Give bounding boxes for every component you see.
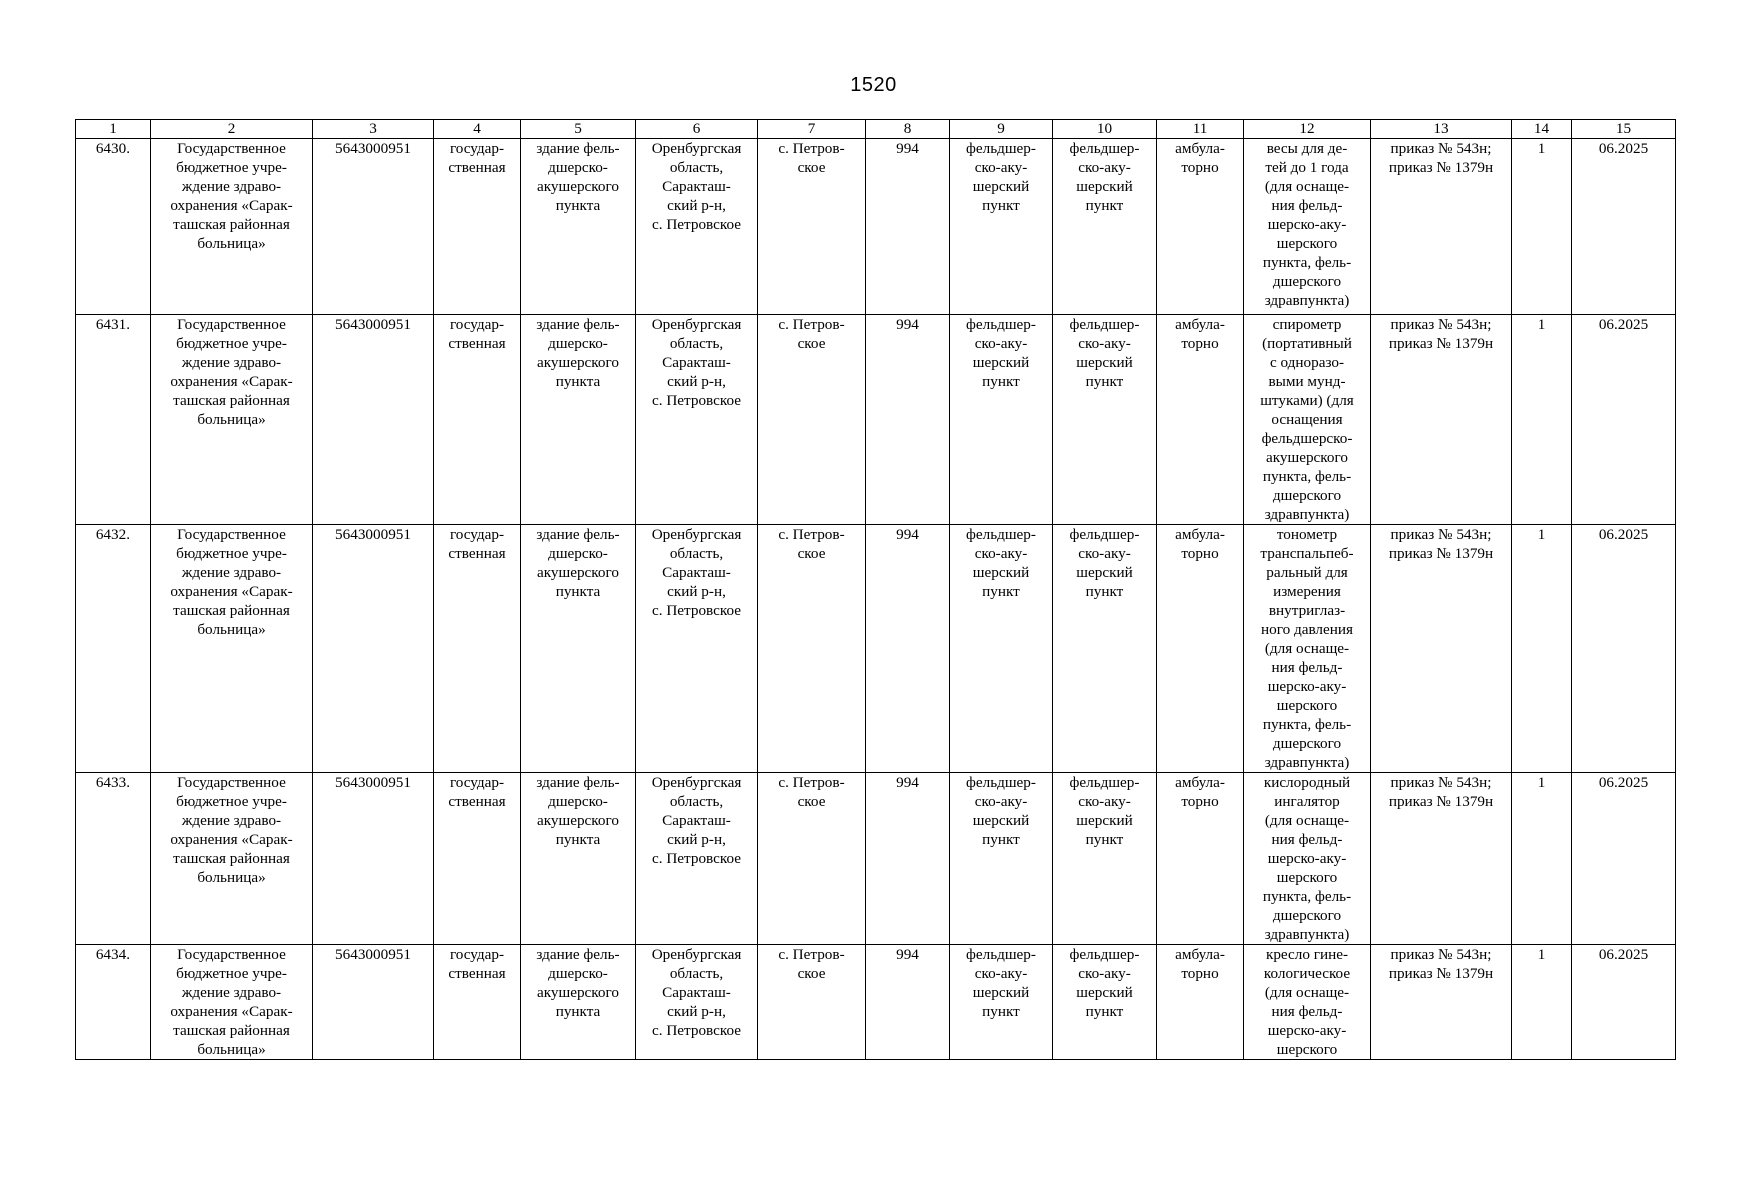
cell-building: здание фель- дшерско- акушерского пункта bbox=[521, 773, 636, 945]
cell-quantity: 1 bbox=[1512, 525, 1572, 773]
cell-inn: 5643000951 bbox=[313, 139, 434, 315]
cell-inn: 5643000951 bbox=[313, 315, 434, 525]
cell-unit-name: фельдшер- ско-аку- шерский пункт bbox=[1053, 945, 1157, 1060]
registry-table bbox=[75, 119, 1676, 1060]
cell-building: здание фель- дшерско- акушерского пункта bbox=[521, 315, 636, 525]
cell-unit-type: фельдшер- ско-аку- шерский пункт bbox=[950, 945, 1053, 1060]
cell-address: Оренбургская область, Саракташ- ский р-н, с. Петровское bbox=[636, 945, 758, 1060]
table-row bbox=[76, 773, 1676, 945]
cell-organization: Государственное бюджетное учре- ждение здраво- охранения «Сарак- ташская районная больница» bbox=[151, 945, 313, 1060]
cell-date: 06.2025 bbox=[1572, 945, 1676, 1060]
column-header-5: 5 bbox=[521, 120, 636, 139]
cell-equipment: тонометр транспальпеб- ральный для измерения внутриглаз- ного давления (для оснаще- ния фельд- шерско-аку- шерского пункта, фель- дшерского здравпункта) bbox=[1244, 525, 1371, 773]
cell-quantity: 1 bbox=[1512, 773, 1572, 945]
cell-ownership: государ- ственная bbox=[434, 773, 521, 945]
cell-record-number: 6432. bbox=[76, 525, 151, 773]
cell-unit-type: фельдшер- ско-аку- шерский пункт bbox=[950, 525, 1053, 773]
cell-organization: Государственное бюджетное учре- ждение здраво- охранения «Сарак- ташская районная больница» bbox=[151, 315, 313, 525]
cell-population: 994 bbox=[866, 139, 950, 315]
cell-unit-name: фельдшер- ско-аку- шерский пункт bbox=[1053, 773, 1157, 945]
column-header-7: 7 bbox=[758, 120, 866, 139]
column-header-15: 15 bbox=[1572, 120, 1676, 139]
cell-organization: Государственное бюджетное учре- ждение здраво- охранения «Сарак- ташская районная больница» bbox=[151, 139, 313, 315]
cell-population: 994 bbox=[866, 773, 950, 945]
cell-unit-name: фельдшер- ско-аку- шерский пункт bbox=[1053, 315, 1157, 525]
cell-organization: Государственное бюджетное учре- ждение здраво- охранения «Сарак- ташская районная больница» bbox=[151, 525, 313, 773]
cell-settlement: с. Петров- ское bbox=[758, 945, 866, 1060]
cell-inn: 5643000951 bbox=[313, 945, 434, 1060]
cell-population: 994 bbox=[866, 945, 950, 1060]
column-header-14: 14 bbox=[1512, 120, 1572, 139]
cell-care-condition: амбула- торно bbox=[1157, 315, 1244, 525]
cell-organization: Государственное бюджетное учре- ждение здраво- охранения «Сарак- ташская районная больница» bbox=[151, 773, 313, 945]
cell-building: здание фель- дшерско- акушерского пункта bbox=[521, 525, 636, 773]
cell-order: приказ № 543н; приказ № 1379н bbox=[1371, 773, 1512, 945]
cell-care-condition: амбула- торно bbox=[1157, 525, 1244, 773]
cell-order: приказ № 543н; приказ № 1379н bbox=[1371, 315, 1512, 525]
cell-population: 994 bbox=[866, 315, 950, 525]
cell-date: 06.2025 bbox=[1572, 773, 1676, 945]
cell-settlement: с. Петров- ское bbox=[758, 315, 866, 525]
cell-quantity: 1 bbox=[1512, 315, 1572, 525]
cell-equipment: кислородный ингалятор (для оснаще- ния фельд- шерско-аку- шерского пункта, фель- дшерского здравпункта) bbox=[1244, 773, 1371, 945]
cell-address: Оренбургская область, Саракташ- ский р-н, с. Петровское bbox=[636, 525, 758, 773]
cell-record-number: 6430. bbox=[76, 139, 151, 315]
cell-address: Оренбургская область, Саракташ- ский р-н, с. Петровское bbox=[636, 315, 758, 525]
column-header-8: 8 bbox=[866, 120, 950, 139]
column-header-1: 1 bbox=[76, 120, 151, 139]
column-header-11: 11 bbox=[1157, 120, 1244, 139]
cell-ownership: государ- ственная bbox=[434, 525, 521, 773]
cell-equipment: весы для де- тей до 1 года (для оснаще- ния фельд- шерско-аку- шерского пункта, фель- дшерского здравпункта) bbox=[1244, 139, 1371, 315]
cell-care-condition: амбула- торно bbox=[1157, 773, 1244, 945]
page-number: 1520 bbox=[850, 74, 897, 96]
column-header-4: 4 bbox=[434, 120, 521, 139]
column-header-3: 3 bbox=[313, 120, 434, 139]
cell-equipment: кресло гине- кологическое (для оснаще- ния фельд- шерско-аку- шерского bbox=[1244, 945, 1371, 1060]
column-header-13: 13 bbox=[1371, 120, 1512, 139]
column-header-2: 2 bbox=[151, 120, 313, 139]
cell-ownership: государ- ственная bbox=[434, 945, 521, 1060]
cell-inn: 5643000951 bbox=[313, 773, 434, 945]
cell-quantity: 1 bbox=[1512, 139, 1572, 315]
cell-building: здание фель- дшерско- акушерского пункта bbox=[521, 139, 636, 315]
header-row bbox=[76, 120, 1676, 139]
table-row bbox=[76, 525, 1676, 773]
cell-order: приказ № 543н; приказ № 1379н bbox=[1371, 139, 1512, 315]
table-row bbox=[76, 945, 1676, 1060]
cell-date: 06.2025 bbox=[1572, 139, 1676, 315]
column-header-6: 6 bbox=[636, 120, 758, 139]
cell-unit-type: фельдшер- ско-аку- шерский пункт bbox=[950, 139, 1053, 315]
cell-date: 06.2025 bbox=[1572, 525, 1676, 773]
cell-address: Оренбургская область, Саракташ- ский р-н, с. Петровское bbox=[636, 773, 758, 945]
cell-record-number: 6431. bbox=[76, 315, 151, 525]
cell-equipment: спирометр (портативный с одноразо- выми мунд- штуками) (для оснащения фельдшерско- акушерского пункта, фель- дшерского здравпункта) bbox=[1244, 315, 1371, 525]
cell-inn: 5643000951 bbox=[313, 525, 434, 773]
cell-unit-name: фельдшер- ско-аку- шерский пункт bbox=[1053, 525, 1157, 773]
table-row bbox=[76, 139, 1676, 315]
cell-care-condition: амбула- торно bbox=[1157, 945, 1244, 1060]
cell-population: 994 bbox=[866, 525, 950, 773]
cell-address: Оренбургская область, Саракташ- ский р-н, с. Петровское bbox=[636, 139, 758, 315]
cell-unit-name: фельдшер- ско-аку- шерский пункт bbox=[1053, 139, 1157, 315]
cell-date: 06.2025 bbox=[1572, 315, 1676, 525]
cell-care-condition: амбула- торно bbox=[1157, 139, 1244, 315]
column-header-12: 12 bbox=[1244, 120, 1371, 139]
cell-order: приказ № 543н; приказ № 1379н bbox=[1371, 945, 1512, 1060]
cell-settlement: с. Петров- ское bbox=[758, 139, 866, 315]
table-row bbox=[76, 315, 1676, 525]
cell-order: приказ № 543н; приказ № 1379н bbox=[1371, 525, 1512, 773]
cell-settlement: с. Петров- ское bbox=[758, 773, 866, 945]
cell-building: здание фель- дшерско- акушерского пункта bbox=[521, 945, 636, 1060]
cell-ownership: государ- ственная bbox=[434, 315, 521, 525]
cell-record-number: 6434. bbox=[76, 945, 151, 1060]
cell-unit-type: фельдшер- ско-аку- шерский пункт bbox=[950, 773, 1053, 945]
cell-quantity: 1 bbox=[1512, 945, 1572, 1060]
column-header-10: 10 bbox=[1053, 120, 1157, 139]
cell-settlement: с. Петров- ское bbox=[758, 525, 866, 773]
cell-ownership: государ- ственная bbox=[434, 139, 521, 315]
column-header-9: 9 bbox=[950, 120, 1053, 139]
cell-record-number: 6433. bbox=[76, 773, 151, 945]
cell-unit-type: фельдшер- ско-аку- шерский пункт bbox=[950, 315, 1053, 525]
